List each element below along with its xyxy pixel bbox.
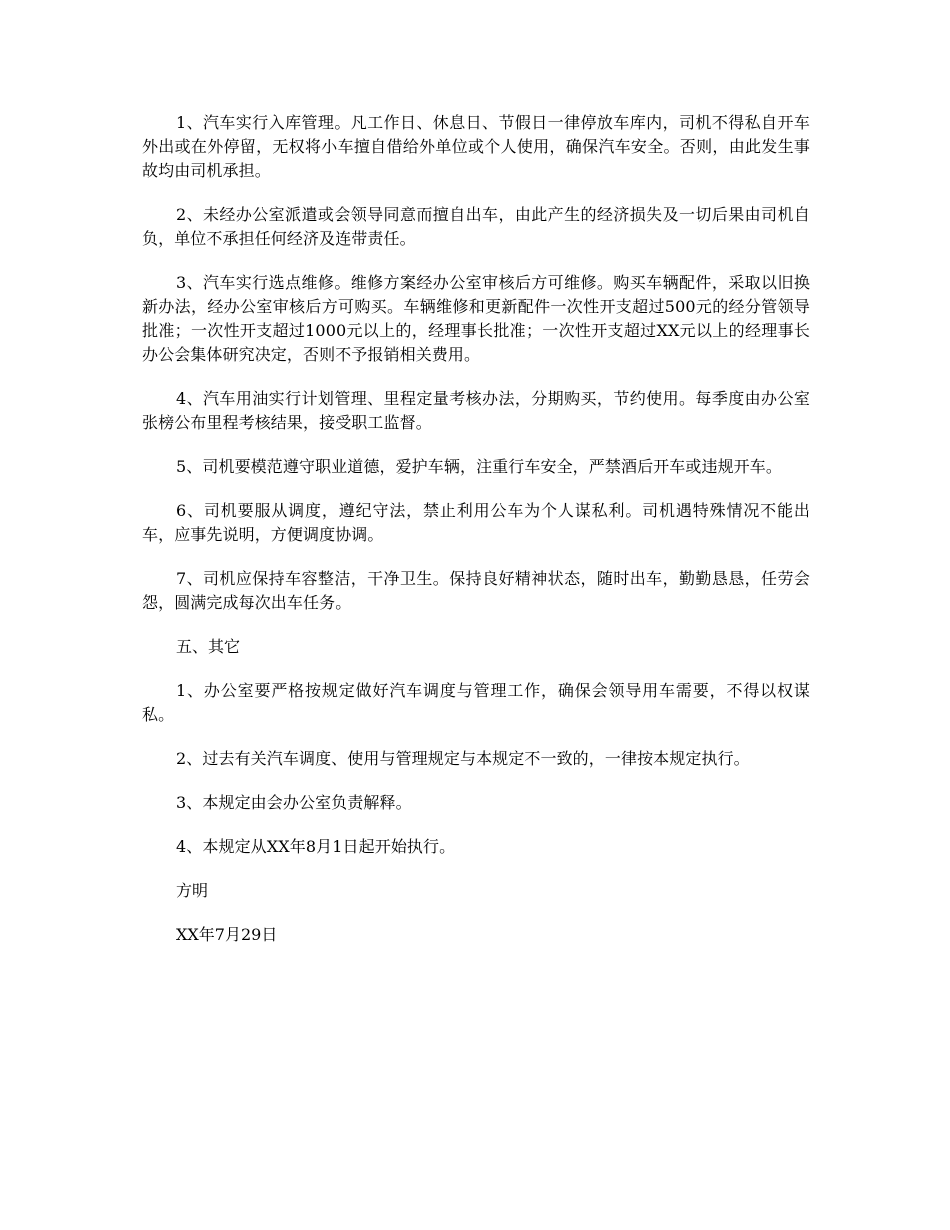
paragraph-6: 6、司机要服从调度，遵纪守法，禁止利用公车为个人谋私利。司机遇特殊情况不能出车，应事先说明，方便调度协调。 bbox=[142, 501, 810, 544]
paragraph-3: 3、汽车实行选点维修。维修方案经办公室审核后方可维修。购买车辆配件，采取以旧换新办法，经办公室审核后方可购买。车辆维修和更新配件一次性开支超过500元的经分管领导批准；一次性开支超过1000元以上的，经理事长批准；一次性开支超过XX元以上的经理事长办公会集体研究决定，否则不予报销相关费用。 bbox=[142, 273, 810, 364]
other-paragraph-1: 1、办公室要严格按规定做好汽车调度与管理工作，确保会领导用车需要，不得以权谋私。 bbox=[142, 681, 810, 724]
paragraph-4: 4、汽车用油实行计划管理、里程定量考核办法，分期购买，节约使用。每季度由办公室张榜公布里程考核结果，接受职工监督。 bbox=[142, 389, 810, 432]
paragraph-2: 2、未经办公室派遣或会领导同意而擅自出车，由此产生的经济损失及一切后果由司机自负，单位不承担任何经济及连带责任。 bbox=[142, 205, 810, 248]
other-paragraph-3: 3、本规定由会办公室负责解释。 bbox=[176, 793, 412, 812]
paragraph-7: 7、司机应保持车容整洁，干净卫生。保持良好精神状态，随时出车，勤勤恳恳，任劳会怨，圆满完成每次出车任务。 bbox=[142, 569, 810, 612]
signature-name: 方明 bbox=[176, 881, 209, 900]
other-paragraph-4: 4、本规定从XX年8月1日起开始执行。 bbox=[176, 837, 456, 856]
other-paragraph-2: 2、过去有关汽车调度、使用与管理规定与本规定不一致的，一律按本规定执行。 bbox=[176, 749, 750, 768]
paragraph-5: 5、司机要模范遵守职业道德，爱护车辆，注重行车安全，严禁酒后开车或违规开车。 bbox=[176, 457, 782, 476]
signature-date: XX年7月29日 bbox=[176, 925, 278, 944]
document-page bbox=[142, 111, 810, 967]
paragraph-1: 1、汽车实行入库管理。凡工作日、休息日、节假日一律停放车库内，司机不得私自开车外出或在外停留，无权将小车擅自借给外单位或个人使用，确保汽车安全。否则，由此发生事故均由司机承担。 bbox=[142, 113, 810, 180]
section-heading: 五、其它 bbox=[176, 637, 241, 656]
